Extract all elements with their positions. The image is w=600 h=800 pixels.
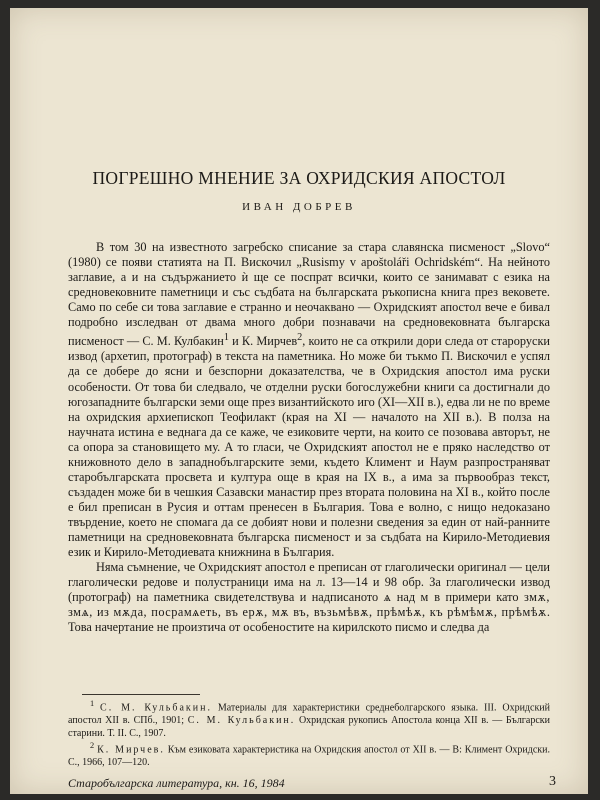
paragraph-2-part-c: в примери като	[428, 590, 524, 605]
paragraph-1-part-b: и К. Мирчев	[228, 334, 298, 349]
footnote-2-author: К. Мирчев.	[97, 744, 165, 756]
paragraph-2	[68, 560, 550, 635]
journal-citation: Старобългарска литература, кн. 16, 1984	[68, 776, 285, 790]
article-body	[68, 240, 550, 635]
footnote-divider	[82, 694, 200, 695]
footnote-1-author-2: С. М. Кульбакин.	[187, 714, 296, 726]
paragraph-1-part-c: , които не са открили дори следа от староруски извод (архетип, протограф) в текста на паметника. Но може би тъкмо П. Вискочил е успял да се добере до ясни и безспорни доказателства, че в Охридския апостол има руски особености. От това би следвало, че отделни руски богослужебни книги са достигнали до югозападните български земи още през византийското иго (XI—XII в.), едва ли не по време на охридския архиепископ Теофилакт (края на XI — началото на XII в.). В полза на научната истина е веднага да се каже, че езиковите черти, на които се позовава авторът, не са опора за становището му. А то гласи, че Охридският апостол не е пряко наследство от книжовното дело в западнобългарските земи, където Климент и Наум разпространяват старобългарската просвета и култура още в края на IX в., а има за първообраз текст, създаден може би в чешкия Сазавски манастир през втората половина на XI в., който после е бил преписан в Русия и оттам пренесен в България. Това е волно, с нищо недоказано твърдение, което не спомага да се добият нови и полезни сведения за един от най-ранните паметници на средновековната българска писменост и за съдбата на Кирило-Методиевия език и Кирило-Методиевата книжнина в България.	[68, 334, 550, 560]
footnote-2-number: 2	[90, 741, 95, 751]
footnote-1	[68, 698, 550, 740]
footnote-2-text: Към езиковата характеристика на Охридския апостол от XII в. — В: Климент Охридски. С., 1966, 107—120.	[68, 744, 551, 769]
slavonic-examples: змѫ, змѧ, из мѫда, посрамѧеть, въ ерѫ, мѫ въ, възьмѣвѫ, прѣмѣѫ, къ рѣмѣмѫ, прѣмѣѫ	[68, 590, 550, 620]
footnote-ref-1: 1	[223, 332, 229, 344]
footnote-1-number: 1	[90, 699, 95, 708]
paragraph-2-part-b: над	[391, 590, 421, 605]
page-footer	[68, 776, 556, 791]
footnote-2	[68, 740, 550, 770]
paragraph-2-part-a: Няма съмнение, че Охридският апостол е преписан от глаголически оригинал — цели глаголически редове и полустраници има на л. 13—14 и 98 обр. За глаголически извод (протограф) на паметника свидетелствува и надписаното	[68, 560, 550, 605]
article-title: ПОГРЕШНО МНЕНИЕ ЗА ОХРИДСКИЯ АПОСТОЛ	[92, 168, 506, 188]
document-page	[10, 8, 588, 794]
slavonic-letter-a: ѧ	[383, 590, 392, 605]
article-author: ИВАН ДОБРЕВ	[242, 201, 356, 213]
paragraph-2-part-d: . Това начертание не произтича от особеностите на кирилското писмо и следва да	[68, 605, 550, 635]
footnote-1-text-2: Охридская рукопись Апостола конца XII в. — Български старини. Т. II. С., 1907.	[68, 714, 550, 739]
footnotes	[68, 698, 550, 770]
paragraph-1	[68, 240, 550, 560]
footnote-1-text: Материалы для характеристики среднеболгарского языка. III. Охридский апостол XII в. СПб., 1901;	[68, 702, 551, 726]
footnote-1-author: С. М. Кульбакин.	[100, 702, 212, 714]
paragraph-1-part-a: В том 30 на известното загребско списание за стара славянска писменост „Slovo“ (1980) се появи статията на П. Вискочил „Rusismy v apoštoláři Ochridském“. На нейното заглавие, а и на съдържанието ѝ ще се поспрат всички, които се занимават с езика на средновековните паметници и със съдбата на българската ръкописна книга през вековете. Само по себе си това заглавие е странно и неочаквано — Охридският апостол вече е бивал подробно изследван от двама много добри познавачи на средновековната българска писменост — С. М. Кулбакин	[68, 240, 550, 349]
footnote-ref-2: 2	[297, 332, 303, 344]
slavonic-letter-b: м	[420, 590, 429, 605]
page-number: 3	[549, 774, 556, 789]
